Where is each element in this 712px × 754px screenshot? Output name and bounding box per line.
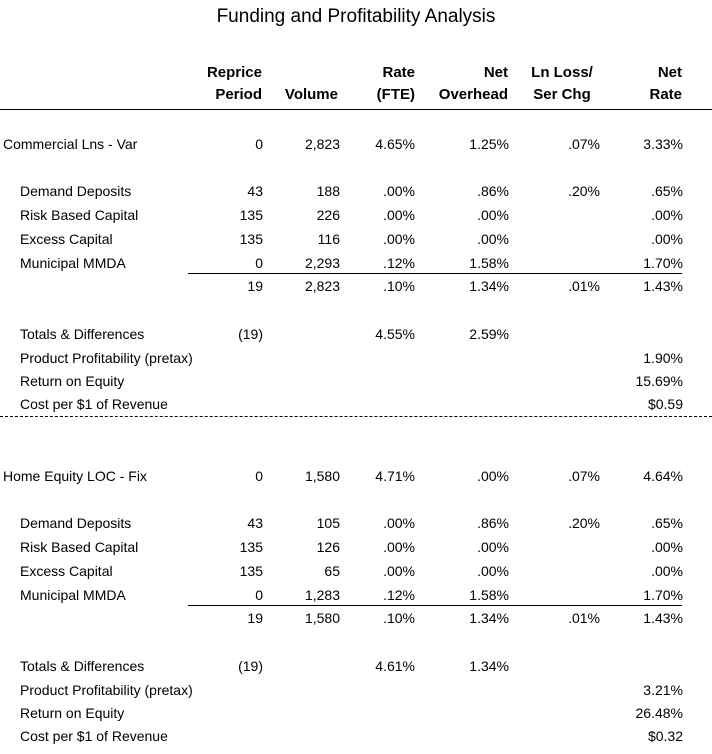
funding-row-overhead: .86% (477, 515, 509, 531)
funding-row-volume: 188 (316, 183, 340, 199)
header-reprice-line1: Reprice (206, 64, 262, 81)
product-row-volume: 2,823 (304, 136, 340, 152)
header-net-rate (610, 62, 682, 106)
funding-row-rate: .00% (383, 183, 415, 199)
product-row-overhead: 1.25% (469, 136, 509, 152)
product-row-lnloss: .07% (568, 468, 600, 484)
header-reprice-line2: Period (215, 86, 262, 103)
total-row-overhead: 1.34% (469, 278, 509, 294)
header-rate-line1: Rate (382, 64, 415, 81)
funding-row-volume: 65 (324, 563, 340, 579)
funding-row-label: Risk Based Capital (20, 539, 139, 555)
funding-row-overhead: 1.58% (469, 255, 509, 271)
funding-row-volume: 105 (316, 515, 340, 531)
roe-value: 15.69% (635, 373, 683, 389)
product-row-overhead: .00% (477, 468, 509, 484)
funding-row-overhead: .00% (477, 563, 509, 579)
report-title: Funding and Profitability Analysis (216, 6, 496, 27)
funding-row-overhead: .00% (477, 207, 509, 223)
product-row-netrate: 3.33% (643, 136, 683, 152)
funding-row-netrate: .65% (651, 183, 683, 199)
product-row-label: Commercial Lns - Var (3, 136, 138, 152)
funding-row-netrate: .00% (651, 231, 683, 247)
funding-row-reprice: 135 (239, 563, 263, 579)
product-row-lnloss: .07% (568, 136, 600, 152)
funding-row-volume: 1,283 (304, 587, 340, 603)
funding-row-reprice: 43 (247, 515, 263, 531)
totals-label: Totals & Differences (20, 326, 145, 342)
totals-overhead: 1.34% (469, 658, 509, 674)
total-row-lnloss: .01% (568, 278, 600, 294)
product-row-netrate: 4.64% (643, 468, 683, 484)
profit-label: Product Profitability (pretax) (20, 350, 193, 366)
header-rate-fte (345, 62, 415, 106)
header-underline (0, 109, 712, 110)
funding-row-reprice: 0 (255, 255, 263, 271)
header-netrate-line2: Rate (649, 86, 682, 103)
section-divider (0, 416, 712, 417)
totals-overhead: 2.59% (469, 326, 509, 342)
funding-row-label: Risk Based Capital (20, 207, 139, 223)
roe-label: Return on Equity (20, 373, 125, 389)
product-row-rate: 4.71% (375, 468, 415, 484)
totals-reprice: (19) (238, 326, 263, 342)
header-overhead-line1: Net (483, 64, 508, 81)
funding-row-reprice: 135 (239, 231, 263, 247)
funding-row-netrate: 1.70% (643, 587, 683, 603)
header-rate-line2: (FTE) (376, 86, 415, 103)
total-row-netrate: 1.43% (643, 278, 683, 294)
cost-label: Cost per $1 of Revenue (20, 728, 168, 744)
roe-value: 26.48% (635, 705, 683, 721)
funding-row-overhead: 1.58% (469, 587, 509, 603)
funding-row-netrate: 1.70% (643, 255, 683, 271)
total-row-volume: 1,580 (304, 610, 340, 626)
header-netrate-line1: Net (657, 64, 682, 81)
total-row-rate: .10% (383, 278, 415, 294)
total-row-rate: .10% (383, 610, 415, 626)
cost-label: Cost per $1 of Revenue (20, 396, 168, 412)
funding-row-overhead: .86% (477, 183, 509, 199)
total-row-overhead: 1.34% (469, 610, 509, 626)
cost-value: $0.32 (647, 728, 683, 744)
product-row-reprice: 0 (255, 136, 263, 152)
cost-value: $0.59 (647, 396, 683, 412)
header-reprice-period (180, 62, 262, 106)
total-row-reprice: 19 (247, 610, 263, 626)
product-row-label: Home Equity LOC - Fix (3, 468, 147, 484)
product-row-rate: 4.65% (375, 136, 415, 152)
funding-row-label: Excess Capital (20, 231, 113, 247)
total-row-lnloss: .01% (568, 610, 600, 626)
funding-row-volume: 226 (316, 207, 340, 223)
funding-row-overhead: .00% (477, 539, 509, 555)
profit-value: 3.21% (643, 682, 683, 698)
profit-value: 1.90% (643, 350, 683, 366)
funding-row-reprice: 43 (247, 183, 263, 199)
funding-row-lnloss: .20% (568, 515, 600, 531)
funding-row-rate: .00% (383, 515, 415, 531)
funding-row-netrate: .00% (651, 539, 683, 555)
product-row-reprice: 0 (255, 468, 263, 484)
header-ln-loss-ser-chg (517, 62, 607, 106)
subtotal-rule (188, 273, 682, 274)
funding-row-label: Demand Deposits (20, 183, 132, 199)
funding-row-volume: 116 (317, 231, 340, 247)
totals-label: Totals & Differences (20, 658, 145, 674)
funding-row-label: Excess Capital (20, 563, 113, 579)
header-lnloss-line1: Ln Loss/ (531, 64, 593, 81)
header-volume: Volume (284, 86, 338, 103)
funding-row-rate: .00% (383, 539, 415, 555)
funding-row-rate: .00% (383, 231, 415, 247)
total-row-reprice: 19 (247, 278, 263, 294)
funding-row-rate: .12% (383, 587, 415, 603)
total-row-netrate: 1.43% (643, 610, 683, 626)
funding-row-netrate: .00% (651, 207, 683, 223)
funding-row-label: Municipal MMDA (20, 255, 126, 271)
funding-row-netrate: .65% (651, 515, 683, 531)
funding-row-reprice: 135 (239, 539, 263, 555)
funding-row-label: Municipal MMDA (20, 587, 126, 603)
funding-row-lnloss: .20% (568, 183, 600, 199)
funding-row-volume: 2,293 (304, 255, 340, 271)
funding-row-reprice: 135 (239, 207, 263, 223)
totals-rate: 4.61% (375, 658, 415, 674)
funding-row-reprice: 0 (255, 587, 263, 603)
totals-rate: 4.55% (375, 326, 415, 342)
profit-label: Product Profitability (pretax) (20, 682, 193, 698)
funding-row-rate: .12% (383, 255, 415, 271)
total-row-volume: 2,823 (304, 278, 340, 294)
header-overhead-line2: Overhead (438, 86, 508, 103)
funding-row-volume: 126 (316, 539, 340, 555)
funding-row-label: Demand Deposits (20, 515, 132, 531)
header-lnloss-line2: Ser Chg (533, 86, 591, 103)
totals-reprice: (19) (238, 658, 263, 674)
subtotal-rule (188, 605, 682, 606)
funding-row-overhead: .00% (477, 231, 509, 247)
header-net-overhead (415, 62, 508, 106)
funding-row-rate: .00% (383, 207, 415, 223)
roe-label: Return on Equity (20, 705, 125, 721)
funding-row-rate: .00% (383, 563, 415, 579)
product-row-volume: 1,580 (304, 468, 340, 484)
funding-row-netrate: .00% (651, 563, 683, 579)
